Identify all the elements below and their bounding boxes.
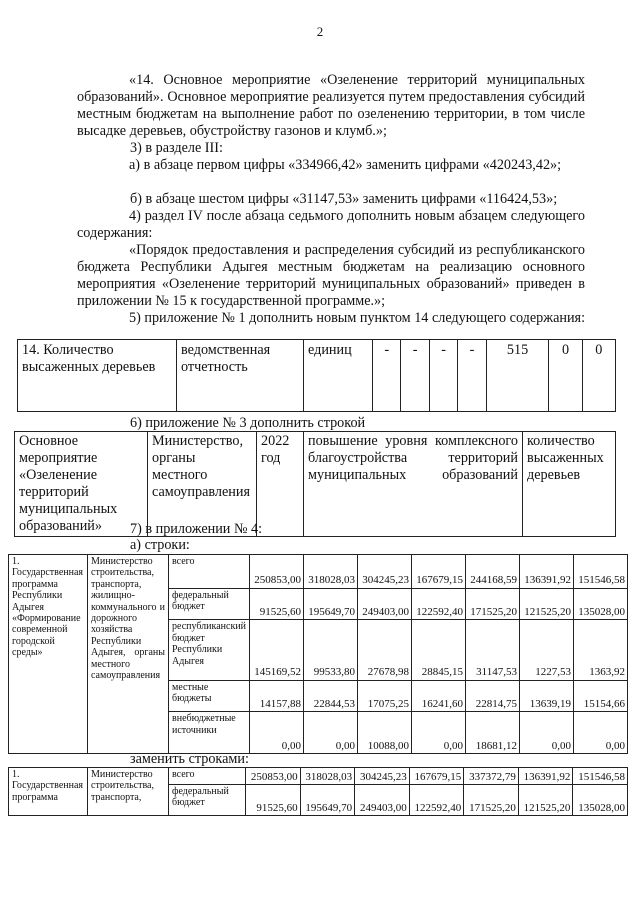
funding-value: 1227,53 (519, 620, 573, 680)
funding-value: 22844,53 (304, 680, 358, 712)
indicator-value: - (373, 340, 401, 412)
funding-source: федеральный бюджет (169, 785, 246, 816)
table-row (15, 432, 616, 537)
paragraph-appendix-3: 6) приложение № 3 дополнить строкой (130, 415, 366, 431)
funding-value: 0,00 (573, 712, 627, 754)
paragraph-section-4: 4) раздел IV после абзаца седьмого дополнить новым абзацем следующего содержания: (77, 208, 585, 241)
table-row (9, 768, 628, 785)
paragraph-item-b: б) в абзаце шестом цифры «31147,53» заменить цифрами «116424,53»; (130, 191, 558, 207)
paragraph-item-14: «14. Основное мероприятие «Озеленение территорий муниципальных образований». Основное мероприятие реализуется путем предоставления субсидий местным бюджетам на выполнение работ по озеленению территории, в том числе высадке деревьев, обустройству газонов и клумб.»; (77, 72, 585, 139)
funding-value: 337372,79 (464, 768, 519, 785)
funding-value: 121525,20 (518, 785, 573, 816)
funding-value: 171525,20 (464, 785, 519, 816)
funding-value: 167679,15 (409, 768, 464, 785)
program-executor: Министерство строительства, транспорта, (88, 768, 169, 816)
table-row (18, 340, 616, 412)
funding-value: 249403,00 (358, 588, 412, 620)
indicator-source: ведомственная отчетность (177, 340, 304, 412)
indicator-value: 0 (582, 340, 615, 412)
funding-value: 135028,00 (573, 785, 628, 816)
event-result: повышение уровня комплексного благоустройства территорий муниципальных образований (304, 432, 523, 537)
funding-source: всего (169, 555, 250, 589)
funding-value: 27678,98 (358, 620, 412, 680)
paragraph-lines: а) строки: (130, 537, 190, 553)
funding-value: 250853,00 (250, 555, 304, 589)
funding-value: 122592,40 (411, 588, 465, 620)
indicator-name: 14. Количество высаженных деревьев (18, 340, 177, 412)
funding-value: 121525,20 (519, 588, 573, 620)
event-executor: Министерство, органы местного самоуправления (148, 432, 257, 537)
indicator-table (17, 339, 616, 412)
funding-value: 136391,92 (519, 555, 573, 589)
funding-source: местные бюджеты (169, 680, 250, 712)
funding-value: 304245,23 (355, 768, 410, 785)
funding-value: 16241,60 (411, 680, 465, 712)
indicator-value: - (429, 340, 457, 412)
table-row (9, 555, 628, 589)
funding-value: 244168,59 (465, 555, 519, 589)
funding-value: 135028,00 (573, 588, 627, 620)
funding-value: 250853,00 (246, 768, 301, 785)
indicator-value: - (458, 340, 486, 412)
program-name: 1. Государственная программа (9, 768, 88, 816)
funding-value: 14157,88 (250, 680, 304, 712)
event-indicator: количество высаженных деревьев (523, 432, 616, 537)
funding-value: 28845,15 (411, 620, 465, 680)
paragraph-item-a: а) в абзаце первом цифры «334966,42» заменить цифрами «420243,42»; (129, 157, 562, 173)
funding-value: 195649,70 (300, 785, 355, 816)
funding-value: 1363,92 (573, 620, 627, 680)
indicator-unit: единиц (304, 340, 373, 412)
paragraph-section-3: 3) в разделе III: (130, 140, 223, 156)
funding-value: 122592,40 (409, 785, 464, 816)
funding-value: 13639,19 (519, 680, 573, 712)
funding-value: 0,00 (411, 712, 465, 754)
funding-value: 318028,03 (300, 768, 355, 785)
funding-value: 91525,60 (250, 588, 304, 620)
funding-value: 10088,00 (358, 712, 412, 754)
funding-source: республиканский бюджет Республики Адыгея (169, 620, 250, 680)
funding-value: 249403,00 (355, 785, 410, 816)
funding-value: 15154,66 (573, 680, 627, 712)
indicator-value: 0 (549, 340, 582, 412)
funding-table-old (8, 554, 628, 754)
funding-source: всего (169, 768, 246, 785)
funding-value: 151546,58 (573, 768, 628, 785)
indicator-value: - (401, 340, 429, 412)
funding-value: 151546,58 (573, 555, 627, 589)
funding-value: 318028,03 (304, 555, 358, 589)
funding-source: федеральный бюджет (169, 588, 250, 620)
paragraph-appendix-1: 5) приложение № 1 дополнить новым пунктом 14 следующего содержания: (129, 310, 586, 326)
funding-value: 304245,23 (358, 555, 412, 589)
funding-value: 0,00 (304, 712, 358, 754)
funding-value: 167679,15 (411, 555, 465, 589)
event-table (14, 431, 616, 537)
funding-value: 22814,75 (465, 680, 519, 712)
funding-table-new (8, 767, 628, 816)
funding-value: 145169,52 (250, 620, 304, 680)
funding-source: внебюджетные источники (169, 712, 250, 754)
funding-value: 18681,12 (465, 712, 519, 754)
paragraph-quote: «Порядок предоставления и распределения субсидий из республиканского бюджета Республики Адыгея местным бюджетам на реализацию основного мероприятия «Озеленение территорий муниципальных образований» приведен в приложении № 15 к государственной программе.»; (77, 242, 585, 309)
page-number: 2 (316, 24, 324, 39)
funding-value: 91525,60 (246, 785, 301, 816)
event-name: Основное мероприятие «Озеленение территорий муниципальных образований» (15, 432, 148, 537)
event-year: 2022 год (257, 432, 304, 537)
funding-value: 31147,53 (465, 620, 519, 680)
paragraph-replace: заменить строками: (130, 751, 249, 767)
program-name: 1. Государственная программа Республики Адыгея «Формирование современной городской среды» (9, 555, 88, 754)
funding-value: 17075,25 (358, 680, 412, 712)
funding-value: 195649,70 (304, 588, 358, 620)
funding-value: 0,00 (250, 712, 304, 754)
program-executor: Министерство строительства, транспорта, жилищно-коммунального и дорожного хозяйства Республики Адыгея, органы местного самоуправления (88, 555, 169, 754)
funding-value: 171525,20 (465, 588, 519, 620)
indicator-value: 515 (486, 340, 549, 412)
funding-value: 99533,80 (304, 620, 358, 680)
funding-value: 136391,92 (518, 768, 573, 785)
funding-value: 0,00 (519, 712, 573, 754)
paragraph-appendix-4: 7) в приложении № 4: (130, 521, 263, 537)
